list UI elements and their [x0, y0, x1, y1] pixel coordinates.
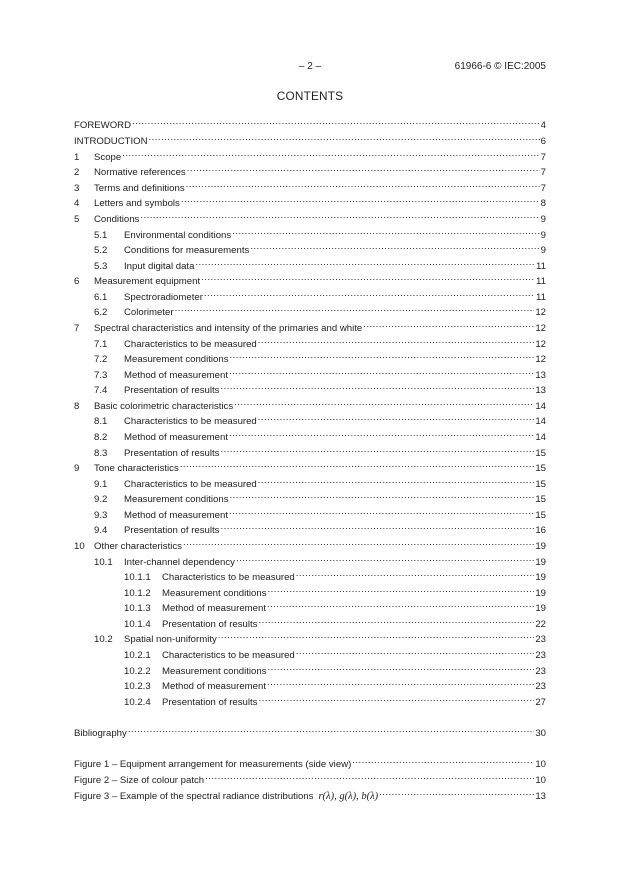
dot-leader — [258, 692, 534, 705]
toc-entry-number: 10.1.4 — [124, 619, 151, 630]
toc-entry-number: 10.1 — [94, 557, 113, 568]
toc-entry-page: 19 — [535, 603, 546, 614]
dot-leader — [229, 427, 534, 440]
toc-entry-number: 1 — [74, 152, 80, 163]
toc-entry[interactable] — [74, 520, 546, 536]
toc-entry[interactable] — [74, 614, 546, 630]
dot-leader — [187, 162, 540, 175]
toc-entry-page: 13 — [535, 370, 546, 381]
toc-entry[interactable] — [74, 365, 546, 381]
toc-entry-page: 19 — [535, 541, 546, 552]
toc-entry-number: 10.2.3 — [124, 681, 151, 692]
toc-entry-label: Measurement conditions — [162, 666, 267, 677]
toc-entry[interactable] — [74, 770, 546, 786]
toc-entry[interactable] — [74, 411, 546, 427]
toc-entry-page: 14 — [535, 416, 546, 427]
toc-entry-page: 19 — [535, 557, 546, 568]
toc-entry-label: Figure 1 – Equipment arrangement for measurements (side view) — [74, 759, 352, 770]
toc-entry-label: Presentation of results — [124, 448, 220, 459]
toc-entry-number: 8 — [74, 401, 80, 412]
toc-entry-label: Characteristics to be measured — [124, 339, 257, 350]
toc-entry-label: Figure 2 – Size of colour patch — [74, 775, 205, 786]
toc-entry-number: 10.2.1 — [124, 650, 151, 661]
toc-entry-number: 6 — [74, 276, 80, 287]
toc-entry-label: Figure 3 – Example of the spectral radiance distributions — [74, 791, 314, 802]
dot-leader — [183, 536, 534, 549]
toc-entry-label: Characteristics to be measured — [124, 416, 257, 427]
toc-entry-page: 30 — [535, 728, 546, 739]
toc-entry[interactable] — [74, 692, 546, 708]
toc-entry[interactable] — [74, 676, 546, 692]
toc-entry[interactable] — [74, 583, 546, 599]
dot-leader — [267, 676, 534, 689]
toc-entry-label: Method of measurement — [124, 370, 228, 381]
toc-entry[interactable] — [74, 302, 546, 318]
toc-entry[interactable] — [74, 786, 546, 802]
toc-entry-label: Inter-channel dependency — [124, 557, 235, 568]
toc-entry[interactable] — [74, 723, 546, 739]
toc-entry-label: Presentation of results — [124, 525, 220, 536]
toc-entry-label: INTRODUCTION — [74, 136, 148, 147]
dot-leader — [149, 131, 540, 144]
dot-leader — [218, 629, 535, 642]
toc-entry-label: Measurement conditions — [124, 354, 229, 365]
toc-entry[interactable] — [74, 256, 546, 272]
toc-entry-number: 4 — [74, 198, 80, 209]
toc-entry[interactable] — [74, 629, 546, 645]
dot-leader — [229, 365, 534, 378]
toc-entry[interactable] — [74, 318, 546, 334]
dot-leader — [229, 505, 534, 518]
toc-entry-number: 7.2 — [94, 354, 108, 365]
toc-entry-number: 7.3 — [94, 370, 108, 381]
dot-leader — [250, 240, 539, 253]
toc-entry[interactable] — [74, 427, 546, 443]
toc-entry-label: Measurement equipment — [94, 276, 201, 287]
toc-entry[interactable] — [74, 287, 546, 303]
toc-entry-page: 14 — [535, 401, 546, 412]
dot-leader — [205, 770, 534, 783]
dot-leader — [132, 115, 540, 128]
dot-leader — [220, 443, 534, 456]
dot-leader — [204, 287, 535, 300]
toc-entry-label: Environmental conditions — [124, 230, 232, 241]
dot-leader — [267, 598, 534, 611]
toc-entry-number: 5 — [74, 214, 80, 225]
toc-entry[interactable] — [74, 193, 546, 209]
toc-entry[interactable] — [74, 225, 546, 241]
toc-entry-label: Normative references — [94, 167, 186, 178]
toc-entry-label: Colorimeter — [124, 307, 174, 318]
dot-leader — [258, 614, 534, 627]
dot-leader — [230, 489, 535, 502]
toc-entry[interactable] — [74, 598, 546, 614]
toc-entry-page: 12 — [535, 354, 546, 365]
toc-entry-number: 9.2 — [94, 494, 108, 505]
toc-entry-number: 9.1 — [94, 479, 108, 490]
dot-leader — [232, 225, 539, 238]
dot-leader — [363, 318, 534, 331]
toc-entry-page: 22 — [535, 619, 546, 630]
toc-entry-label: Bibliography — [74, 728, 127, 739]
toc-entry-number: 9 — [74, 463, 80, 474]
toc-entry-label: Method of measurement — [124, 432, 228, 443]
toc-entry[interactable] — [74, 661, 546, 677]
toc-entry-label: Measurement conditions — [124, 494, 229, 505]
dot-leader — [268, 583, 535, 596]
toc-entry-label: Letters and symbols — [94, 198, 180, 209]
toc-entry-label: Terms and definitions — [94, 183, 185, 194]
page-number: – 2 – — [298, 61, 322, 72]
toc-entry-page: 14 — [535, 432, 546, 443]
toc-entry-label: Other characteristics — [94, 541, 182, 552]
toc-entry[interactable] — [74, 380, 546, 396]
toc-entry-page: 11 — [536, 261, 546, 272]
toc-entry-page: 11 — [536, 292, 546, 303]
toc-entry-page: 10 — [535, 759, 546, 770]
toc-entry-number: 10.1.1 — [124, 572, 151, 583]
toc-entry-label: Characteristics to be measured — [124, 479, 257, 490]
dot-leader — [236, 552, 534, 565]
toc-entry-label: Scope — [94, 152, 122, 163]
toc-entry-page: 9 — [540, 230, 546, 241]
toc-entry-number: 10.2.4 — [124, 697, 151, 708]
toc-entry[interactable] — [74, 754, 546, 770]
toc-entry-page: 13 — [535, 385, 546, 396]
toc-entry-page: 13 — [535, 791, 546, 802]
dot-leader — [296, 567, 535, 580]
toc-entry-label: Tone characteristics — [94, 463, 179, 474]
toc-entry-page: 4 — [540, 120, 546, 131]
toc-entry-label: Characteristics to be measured — [162, 572, 295, 583]
dot-leader — [379, 786, 534, 799]
toc-entry-page: 7 — [540, 183, 546, 194]
dot-leader — [268, 661, 535, 674]
dot-leader — [186, 178, 540, 191]
toc-entry[interactable] — [74, 209, 546, 225]
toc-entry-page: 15 — [535, 494, 546, 505]
toc-entry-number: 5.3 — [94, 261, 108, 272]
toc-entry-number: 7.4 — [94, 385, 108, 396]
dot-leader — [220, 380, 534, 393]
toc-entry[interactable] — [74, 162, 546, 178]
toc-entry-label: Presentation of results — [124, 385, 220, 396]
toc-entry-number: 5.1 — [94, 230, 108, 241]
toc-entry-page: 23 — [535, 666, 546, 677]
toc-entry[interactable] — [74, 178, 546, 194]
dot-leader — [234, 396, 534, 409]
toc-entry-page: 10 — [535, 775, 546, 786]
toc-entry-label: Input digital data — [124, 261, 195, 272]
toc-entry-page: 7 — [540, 152, 546, 163]
toc-entry-number: 6.2 — [94, 307, 108, 318]
toc-entry[interactable] — [74, 645, 546, 661]
toc-entry-page: 8 — [540, 198, 546, 209]
dot-leader — [220, 520, 534, 533]
dot-leader — [258, 474, 535, 487]
toc-entry-label: FOREWORD — [74, 120, 132, 131]
toc-entry-label: Method of measurement — [162, 603, 266, 614]
toc-entry-number: 7 — [74, 323, 80, 334]
toc-entry[interactable] — [74, 536, 546, 552]
toc-entry[interactable] — [74, 115, 546, 131]
toc-entry-label: Conditions — [94, 214, 140, 225]
dot-leader — [122, 147, 539, 160]
toc-entry-label: Spectral characteristics and intensity of the primaries and white — [94, 323, 363, 334]
toc-entry-number: 5.2 — [94, 245, 108, 256]
toc-entry-page: 23 — [535, 634, 546, 645]
toc-entry-page: 9 — [540, 245, 546, 256]
toc-entry-number: 2 — [74, 167, 80, 178]
toc-entry[interactable] — [74, 474, 546, 490]
toc-entry[interactable] — [74, 147, 546, 163]
toc-entry[interactable] — [74, 489, 546, 505]
toc-entry-number: 9.4 — [94, 525, 108, 536]
toc-entry-number: 8.3 — [94, 448, 108, 459]
toc-entry-page: 11 — [536, 276, 546, 287]
dot-leader — [140, 209, 539, 222]
toc-entry-page: 12 — [535, 307, 546, 318]
toc-entry-number: 10.1.2 — [124, 588, 151, 599]
toc-entry-page: 23 — [535, 681, 546, 692]
toc-entry[interactable] — [74, 552, 546, 568]
toc-entry-label: Measurement conditions — [162, 588, 267, 599]
standard-reference: 61966-6 © IEC:2005 — [454, 61, 546, 72]
toc-entry[interactable] — [74, 131, 546, 147]
dot-leader — [180, 458, 535, 471]
toc-entry-number: 3 — [74, 183, 80, 194]
toc-entry-label: Method of measurement — [124, 510, 228, 521]
toc-entry-label: Spectroradiometer — [124, 292, 203, 303]
toc-entry-page: 16 — [535, 525, 546, 536]
toc-entry-number: 7.1 — [94, 339, 108, 350]
toc-entry[interactable] — [74, 334, 546, 350]
dot-leader — [201, 271, 535, 284]
toc-entry-page: 19 — [535, 572, 546, 583]
toc-entry-number: 8.1 — [94, 416, 108, 427]
toc-entry-formula: r(λ), g(λ), b(λ) — [318, 791, 379, 802]
toc-entry-page: 9 — [540, 214, 546, 225]
toc-entry-label: Spatial non-uniformity — [124, 634, 217, 645]
toc-entry[interactable] — [74, 505, 546, 521]
dot-leader — [352, 754, 534, 767]
dot-leader — [258, 411, 535, 424]
toc-entry[interactable] — [74, 240, 546, 256]
toc-entry-page: 6 — [540, 136, 546, 147]
toc-entry-page: 7 — [540, 167, 546, 178]
dot-leader — [195, 256, 535, 269]
toc-entry-number: 10.1.3 — [124, 603, 151, 614]
dot-leader — [258, 334, 535, 347]
toc-entry-label: Conditions for measurements — [124, 245, 250, 256]
toc-entry[interactable] — [74, 349, 546, 365]
dot-leader — [296, 645, 535, 658]
dot-leader — [181, 193, 540, 206]
dot-leader — [175, 302, 535, 315]
toc-entry-page: 15 — [535, 510, 546, 521]
toc-entry-number: 6.1 — [94, 292, 108, 303]
toc-entry-page: 19 — [535, 588, 546, 599]
toc-entry-label: Presentation of results — [162, 697, 258, 708]
toc-entry-page: 27 — [535, 697, 546, 708]
toc-entry-page: 12 — [535, 323, 546, 334]
toc-entry-number: 8.2 — [94, 432, 108, 443]
toc-entry-page: 23 — [535, 650, 546, 661]
toc-entry-page: 15 — [535, 479, 546, 490]
toc-entry[interactable] — [74, 458, 546, 474]
toc-entry-label: Basic colorimetric characteristics — [94, 401, 234, 412]
toc-entry[interactable] — [74, 567, 546, 583]
toc-entry-number: 10.2.2 — [124, 666, 151, 677]
toc-entry-label: Characteristics to be measured — [162, 650, 295, 661]
toc-entry-page: 15 — [535, 448, 546, 459]
toc-entry-number: 10 — [74, 541, 85, 552]
dot-leader — [230, 349, 535, 362]
toc-entry-number: 9.3 — [94, 510, 108, 521]
toc-entry-label: Presentation of results — [162, 619, 258, 630]
toc-entry-label: Method of measurement — [162, 681, 266, 692]
toc-entry[interactable] — [74, 443, 546, 459]
toc-entry[interactable] — [74, 271, 546, 287]
contents-title: CONTENTS — [276, 89, 344, 103]
toc-entry-page: 12 — [535, 339, 546, 350]
toc-entry[interactable] — [74, 396, 546, 412]
toc-entry-page: 15 — [535, 463, 546, 474]
toc-entry-number: 10.2 — [94, 634, 113, 645]
dot-leader — [128, 723, 535, 736]
